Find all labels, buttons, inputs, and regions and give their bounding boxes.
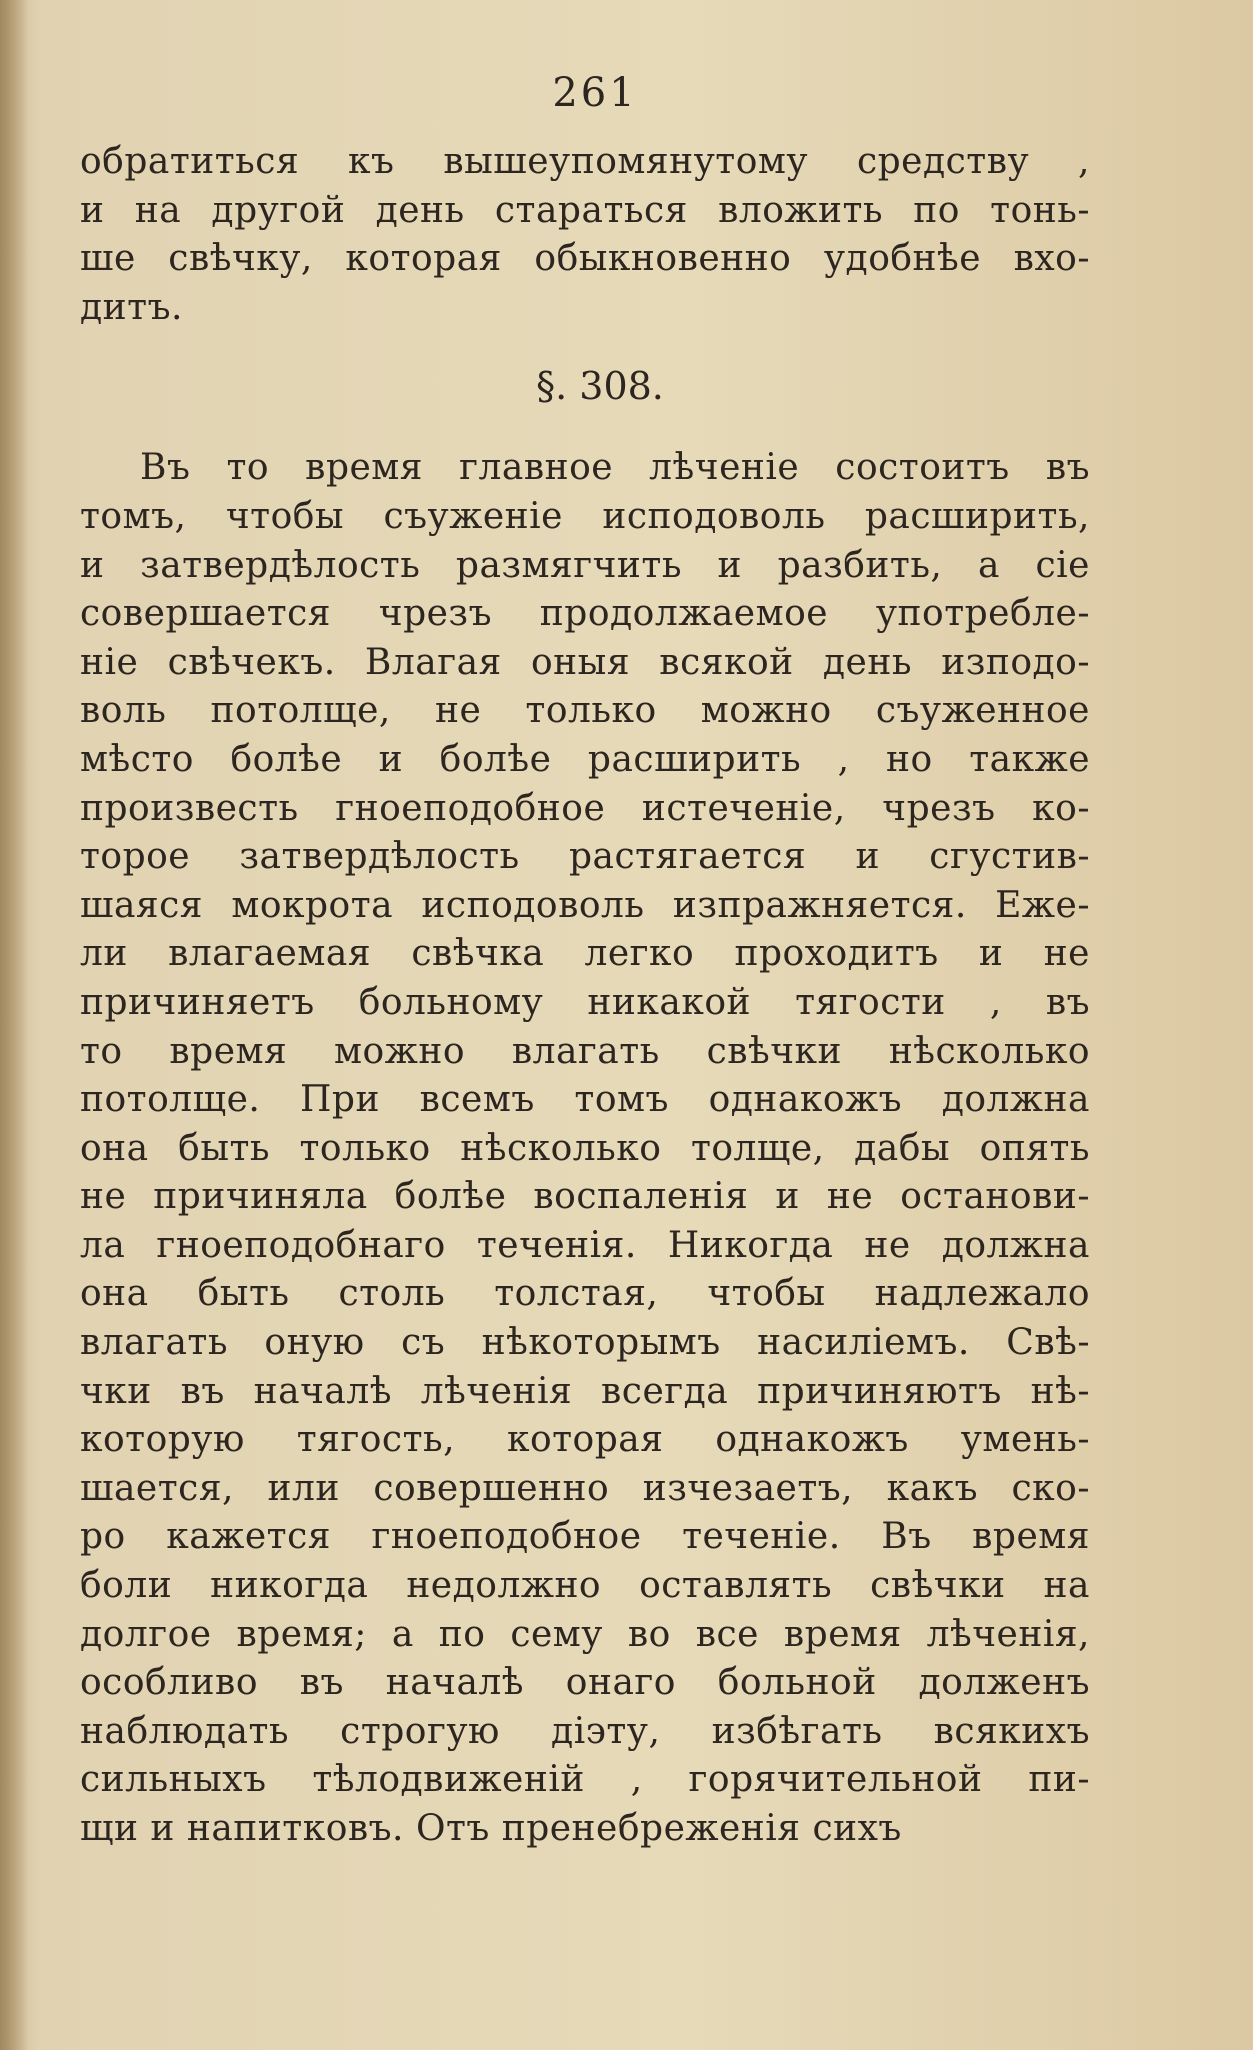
text-line: она быть только нѣсколько толще, дабы опять (80, 1127, 1090, 1169)
text-line: ніе свѣчекъ. Влагая оныя всякой день изподо- (80, 641, 1090, 683)
text-line: ро кажется гноеподобное теченіе. Въ время (80, 1516, 1090, 1558)
text-line: и на другой день стараться вложить по тонь- (80, 189, 1090, 231)
text-line: шается, или совершенно изчезаетъ, какъ ско- (80, 1467, 1090, 1509)
text-line: щи и напитковъ. Отъ пренебреженія сихъ (80, 1808, 902, 1849)
page-number: 261 (552, 70, 638, 116)
text-line: ли влагаемая свѣчка легко проходитъ и не (80, 933, 1090, 975)
text-line: обратиться къ вышеупомянутому средству , (80, 141, 1090, 182)
text-line: то время можно влагать свѣчки нѣсколько (80, 1030, 1090, 1072)
section-heading: §. 308. (536, 364, 664, 409)
text-line: произвесть гноеподобное истеченіе, чрезъ ко- (80, 787, 1090, 829)
text-line: мѣсто болѣе и болѣе расширить , но также (80, 738, 1090, 780)
text-line: потолще. При всемъ томъ однакожъ должна (80, 1079, 1090, 1121)
text-line: торое затвердѣлость растягается и сгустив- (80, 836, 1090, 878)
text-line: боли никогда недолжно оставлять свѣчки на (80, 1565, 1090, 1607)
text-line: которую тягость, которая однакожъ умень- (80, 1419, 1090, 1461)
text-line: дитъ. (80, 286, 183, 328)
text-line: совершается чрезъ продолжаемое употребле- (80, 593, 1090, 635)
text-line: сильныхъ тѣлодвиженій , горячительной пи- (80, 1759, 1090, 1801)
text-line: особливо въ началѣ онаго больной долженъ (80, 1662, 1090, 1704)
paragraph-1 (80, 138, 1090, 332)
paragraph-2 (80, 444, 1090, 1853)
text-line: ла гноеподобнаго теченія. Никогда не должна (80, 1224, 1090, 1266)
text-line: причиняетъ больному никакой тягости , въ (80, 981, 1090, 1023)
text-line: влагать оную съ нѣкоторымъ насиліемъ. Свѣ- (80, 1322, 1090, 1364)
text-line: Въ то время главное лѣченіе состоитъ въ (140, 447, 1090, 489)
page-content (80, 70, 1090, 1854)
text-line: долгое время; а по сему во все время лѣченія, (80, 1613, 1090, 1655)
page-gutter (0, 0, 28, 2050)
text-line: шаяся мокрота исподоволь изпражняется. Еже- (80, 884, 1090, 926)
text-line: и затвердѣлость размягчить и разбить, а сіе (80, 544, 1090, 586)
text-line: томъ, чтобы съуженіе исподоволь расширить, (80, 495, 1090, 537)
text-line: чки въ началѣ лѣченія всегда причиняютъ нѣ- (80, 1370, 1090, 1412)
text-line: не причиняла болѣе воспаленія и не останови- (80, 1176, 1090, 1218)
text-line: она быть столь толстая, чтобы надлежало (80, 1273, 1090, 1315)
text-line: ше свѣчку, которая обыкновенно удобнѣе вхо- (80, 238, 1090, 280)
text-line: наблюдать строгую діэту, избѣгать всякихъ (80, 1710, 1090, 1752)
text-line: воль потолще, не только можно съуженное (80, 690, 1090, 732)
